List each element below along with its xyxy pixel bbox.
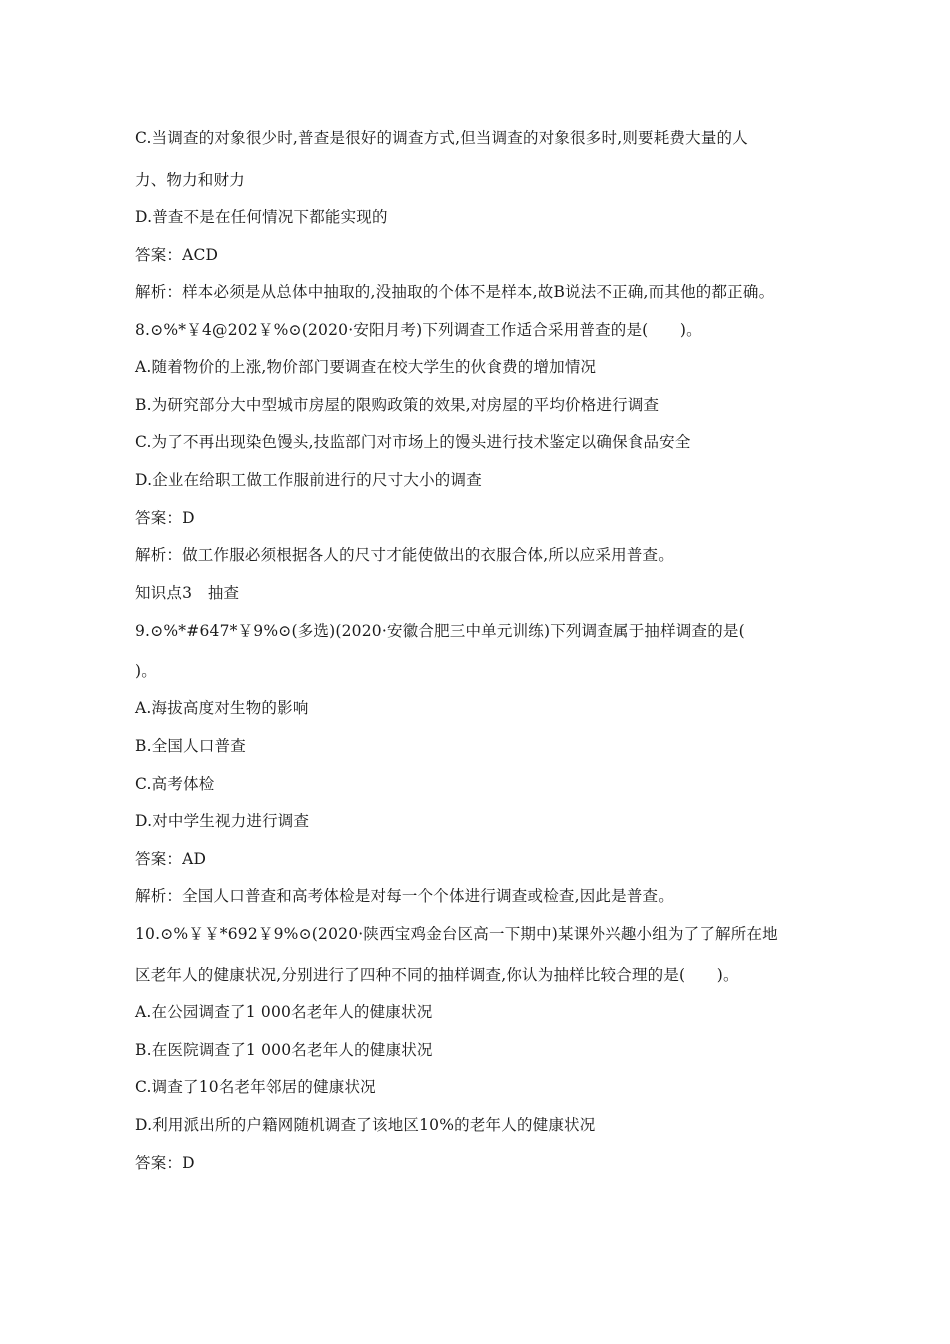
question-9-line-2: )。	[135, 662, 157, 680]
q9-explanation: 解析：全国人口普查和高考体检是对每一个个体进行调查或检查,因此是普查。	[135, 887, 674, 905]
explanation: 解析：样本必须是从总体中抽取的,没抽取的个体不是样本,故B说法不正确,而其他的都正确。	[135, 283, 775, 301]
q8-option-b: B.为研究部分大中型城市房屋的限购政策的效果,对房屋的平均价格进行调查	[135, 396, 660, 414]
q10-option-c: C.调查了10名老年邻居的健康状况	[135, 1078, 376, 1096]
q10-answer: 答案：D	[135, 1154, 195, 1172]
question-10-line-1: 10.⊙%￥￥*692￥9%⊙(2020·陕西宝鸡金台区高一下期中)某课外兴趣小组为了了解所在地	[135, 925, 778, 943]
section-heading: 知识点3 抽查	[135, 584, 240, 602]
q8-explanation: 解析：做工作服必须根据各人的尺寸才能使做出的衣服合体,所以应采用普查。	[135, 546, 674, 564]
q9-option-c: C.高考体检	[135, 775, 215, 793]
q10-option-a: A.在公园调查了1 000名老年人的健康状况	[135, 1003, 433, 1021]
answer: 答案：ACD	[135, 246, 219, 264]
q8-option-d: D.企业在给职工做工作服前进行的尺寸大小的调查	[135, 471, 482, 489]
q9-option-b: B.全国人口普查	[135, 737, 246, 755]
option-d: D.普查不是在任何情况下都能实现的	[135, 208, 388, 226]
question-10-line-2: 区老年人的健康状况,分别进行了四种不同的抽样调查,你认为抽样比较合理的是( )。	[135, 966, 739, 984]
question-9-line-1: 9.⊙%*#647*￥9%⊙(多选)(2020·安徽合肥三中单元训练)下列调查属于抽样调查的是(	[135, 622, 745, 640]
option-c-line-2: 力、物力和财力	[135, 171, 245, 189]
q10-option-b: B.在医院调查了1 000名老年人的健康状况	[135, 1041, 433, 1059]
q10-option-d: D.利用派出所的户籍网随机调查了该地区10%的老年人的健康状况	[135, 1116, 596, 1134]
option-c-line-1: C.当调查的对象很少时,普查是很好的调查方式,但当调查的对象很多时,则要耗费大量的人	[135, 129, 748, 147]
q8-answer: 答案：D	[135, 509, 195, 527]
q9-answer: 答案：AD	[135, 850, 207, 868]
question-8: 8.⊙%*￥4@202￥%⊙(2020·安阳月考)下列调查工作适合采用普查的是( )。	[135, 321, 702, 339]
q8-option-c: C.为了不再出现染色馒头,技监部门对市场上的馒头进行技术鉴定以确保食品安全	[135, 433, 691, 451]
q9-option-d: D.对中学生视力进行调查	[135, 812, 310, 830]
q9-option-a: A.海拔高度对生物的影响	[135, 699, 309, 717]
q8-option-a: A.随着物价的上涨,物价部门要调查在校大学生的伙食费的增加情况	[135, 358, 597, 376]
